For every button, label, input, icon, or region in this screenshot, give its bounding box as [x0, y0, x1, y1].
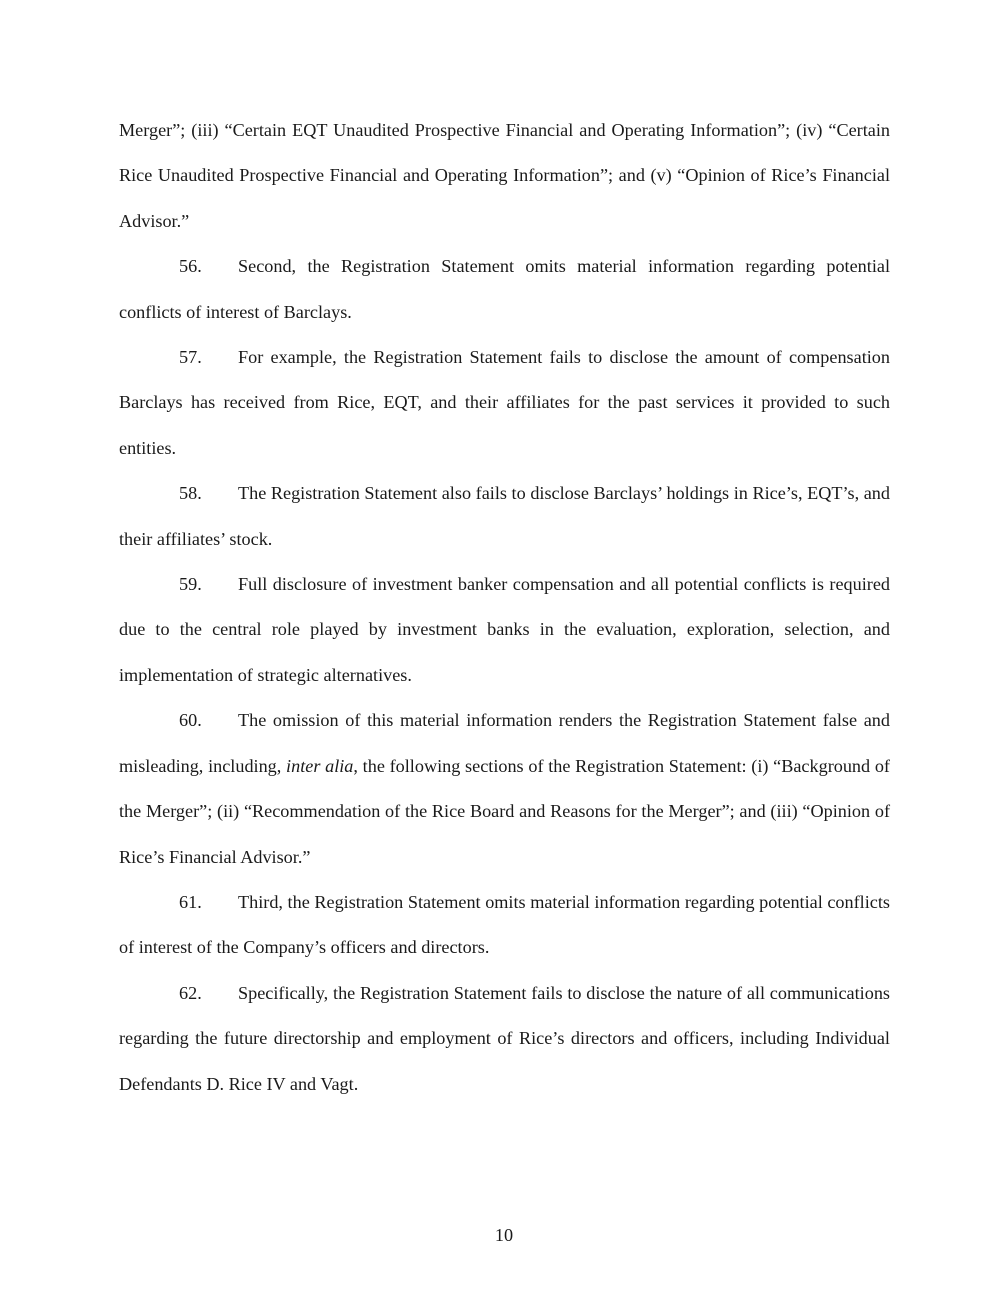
paragraph-number: 62. [179, 982, 202, 1003]
paragraph-59 [119, 562, 890, 698]
paragraph-number: 60. [179, 710, 202, 731]
paragraph-text: Second, the Registration Statement omits material information regarding potential conflicts of interest of Barclays. [119, 256, 890, 322]
paragraph-number: 58. [179, 483, 202, 504]
paragraph-italic-term: inter alia [286, 755, 354, 776]
paragraph-60 [119, 698, 890, 880]
paragraph-57 [119, 335, 890, 471]
paragraph-text-before: The omission of this material information renders the Registration Statement false and misleading, including, [119, 710, 890, 776]
paragraph-62 [119, 971, 890, 1107]
paragraph-text: Third, the Registration Statement omits material information regarding potential conflicts of interest of the Company’s officers and directors. [119, 891, 890, 958]
paragraph-58 [119, 471, 890, 562]
paragraph-61 [119, 880, 890, 971]
document-body [119, 108, 890, 1107]
continuation-paragraph: Merger”; (iii) “Certain EQT Unaudited Prospective Financial and Operating Information”; (iv) “Certain Rice Unaudited Prospective Financial and Operating Information”; and (v) “Opinion of Rice’s Financial Advisor.” [119, 120, 890, 231]
paragraph-text: Specifically, the Registration Statement fails to disclose the nature of all communications regarding the future directorship and employment of Rice’s directors and officers, including Individual Defendants D. Rice IV and Vagt. [119, 982, 890, 1094]
paragraph-text: The Registration Statement also fails to disclose Barclays’ holdings in Rice’s, EQT’s, and their affiliates’ stock. [119, 483, 890, 549]
paragraph-text: Full disclosure of investment banker compensation and all potential conflicts is required due to the central role played by investment banks in the evaluation, exploration, selection, and implementation of strategic alternatives. [119, 574, 890, 685]
paragraph-number: 57. [179, 347, 202, 368]
paragraph-number: 56. [179, 256, 202, 277]
paragraph-text: For example, the Registration Statement fails to disclose the amount of compensation Barclays has received from Rice, EQT, and their affiliates for the past services it provided to such entities. [119, 347, 890, 458]
paragraph-number: 61. [179, 891, 202, 912]
paragraph-number: 59. [179, 574, 202, 595]
paragraph-text-after: , the following sections of the Registration Statement: (i) “Background of the Merger”; (ii) “Recommendation of the Rice Board and Reasons for the Merger”; and (iii) “Opinion of Rice’s Financial Advisor.” [119, 755, 890, 867]
paragraph-56 [119, 244, 890, 335]
page-number: 10 [494, 1225, 514, 1245]
